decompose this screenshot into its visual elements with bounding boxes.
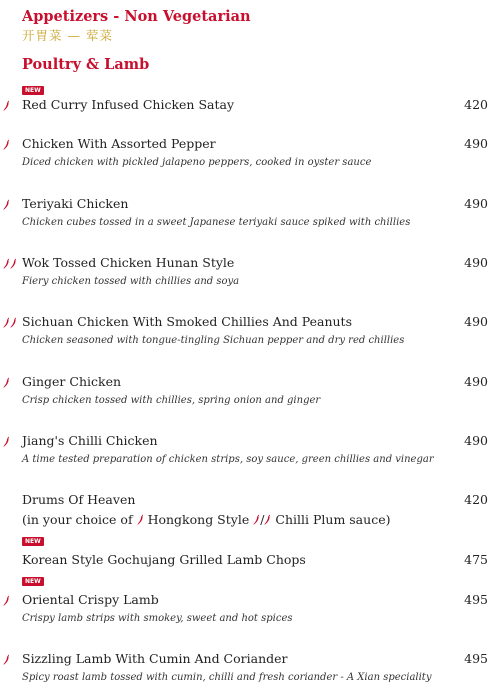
choice-option-1: Hongkong Style <box>147 512 250 527</box>
new-badge: NEW <box>22 577 44 586</box>
item-description: Crispy lamb strips with smokey, sweet and hot spices <box>22 613 293 624</box>
item-price: 490 <box>464 136 488 151</box>
item-description: Spicy roast lamb tossed with cumin, chilli and fresh coriander - A Xian speciality <box>22 672 432 683</box>
item-name: Red Curry Infused Chicken Satay <box>22 97 234 112</box>
item-name: Sizzling Lamb With Cumin And Coriander <box>22 651 288 666</box>
choice-line <box>22 512 390 529</box>
new-badge: NEW <box>22 537 44 546</box>
item-description: Chicken seasoned with tongue-tingling Sichuan pepper and dry red chillies <box>22 335 405 346</box>
choice-prefix: (in your choice of <box>22 512 133 527</box>
chilli-icon <box>3 654 10 665</box>
item-price: 495 <box>464 592 488 607</box>
item-name: Teriyaki Chicken <box>22 196 129 211</box>
item-description: Diced chicken with pickled jalapeno peppers, cooked in oyster sauce <box>22 157 372 168</box>
item-price: 420 <box>464 492 488 507</box>
item-price: 490 <box>464 255 488 270</box>
chilli-icon <box>3 436 10 447</box>
item-description: Chicken cubes tossed in a sweet Japanese teriyaki sauce spiked with chillies <box>22 217 411 228</box>
menu-header <box>22 8 251 74</box>
item-price: 490 <box>464 314 488 329</box>
item-name: Drums Of Heaven <box>22 492 136 507</box>
chilli-icon <box>3 258 17 269</box>
item-price: 420 <box>464 97 488 112</box>
item-description: Crisp chicken tossed with chillies, spring onion and ginger <box>22 395 321 406</box>
item-name: Jiang's Chilli Chicken <box>22 433 158 448</box>
chilli-icon <box>3 377 10 388</box>
item-price: 490 <box>464 433 488 448</box>
chilli-icon <box>3 100 10 111</box>
chilli-icon <box>264 513 271 529</box>
item-price: 475 <box>464 552 488 567</box>
item-description: Fiery chicken tossed with chillies and soya <box>22 276 240 287</box>
chilli-icon <box>137 513 144 529</box>
item-name: Oriental Crispy Lamb <box>22 592 159 607</box>
chilli-icon <box>3 317 17 328</box>
section-title: Poultry & Lamb <box>22 56 150 73</box>
page-title: Appetizers - Non Vegetarian <box>22 8 251 25</box>
new-badge: NEW <box>22 86 44 95</box>
item-name: Ginger Chicken <box>22 374 122 389</box>
item-price: 490 <box>464 374 488 389</box>
choice-separator: / <box>260 512 265 527</box>
item-description: A time tested preparation of chicken strips, soy sauce, green chillies and vinegar <box>22 454 434 465</box>
chilli-icon <box>3 139 10 150</box>
item-name: Wok Tossed Chicken Hunan Style <box>22 255 235 270</box>
chinese-subtitle: 开胃菜 — 荤菜 <box>22 28 113 43</box>
item-price: 490 <box>464 196 488 211</box>
item-price: 495 <box>464 651 488 666</box>
choice-option-2: Chilli Plum sauce) <box>275 512 391 527</box>
item-name: Sichuan Chicken With Smoked Chillies And Peanuts <box>22 314 352 329</box>
chilli-icon <box>3 595 10 606</box>
item-name: Korean Style Gochujang Grilled Lamb Chops <box>22 552 306 567</box>
chilli-icon <box>3 199 10 210</box>
item-name: Chicken With Assorted Pepper <box>22 136 216 151</box>
